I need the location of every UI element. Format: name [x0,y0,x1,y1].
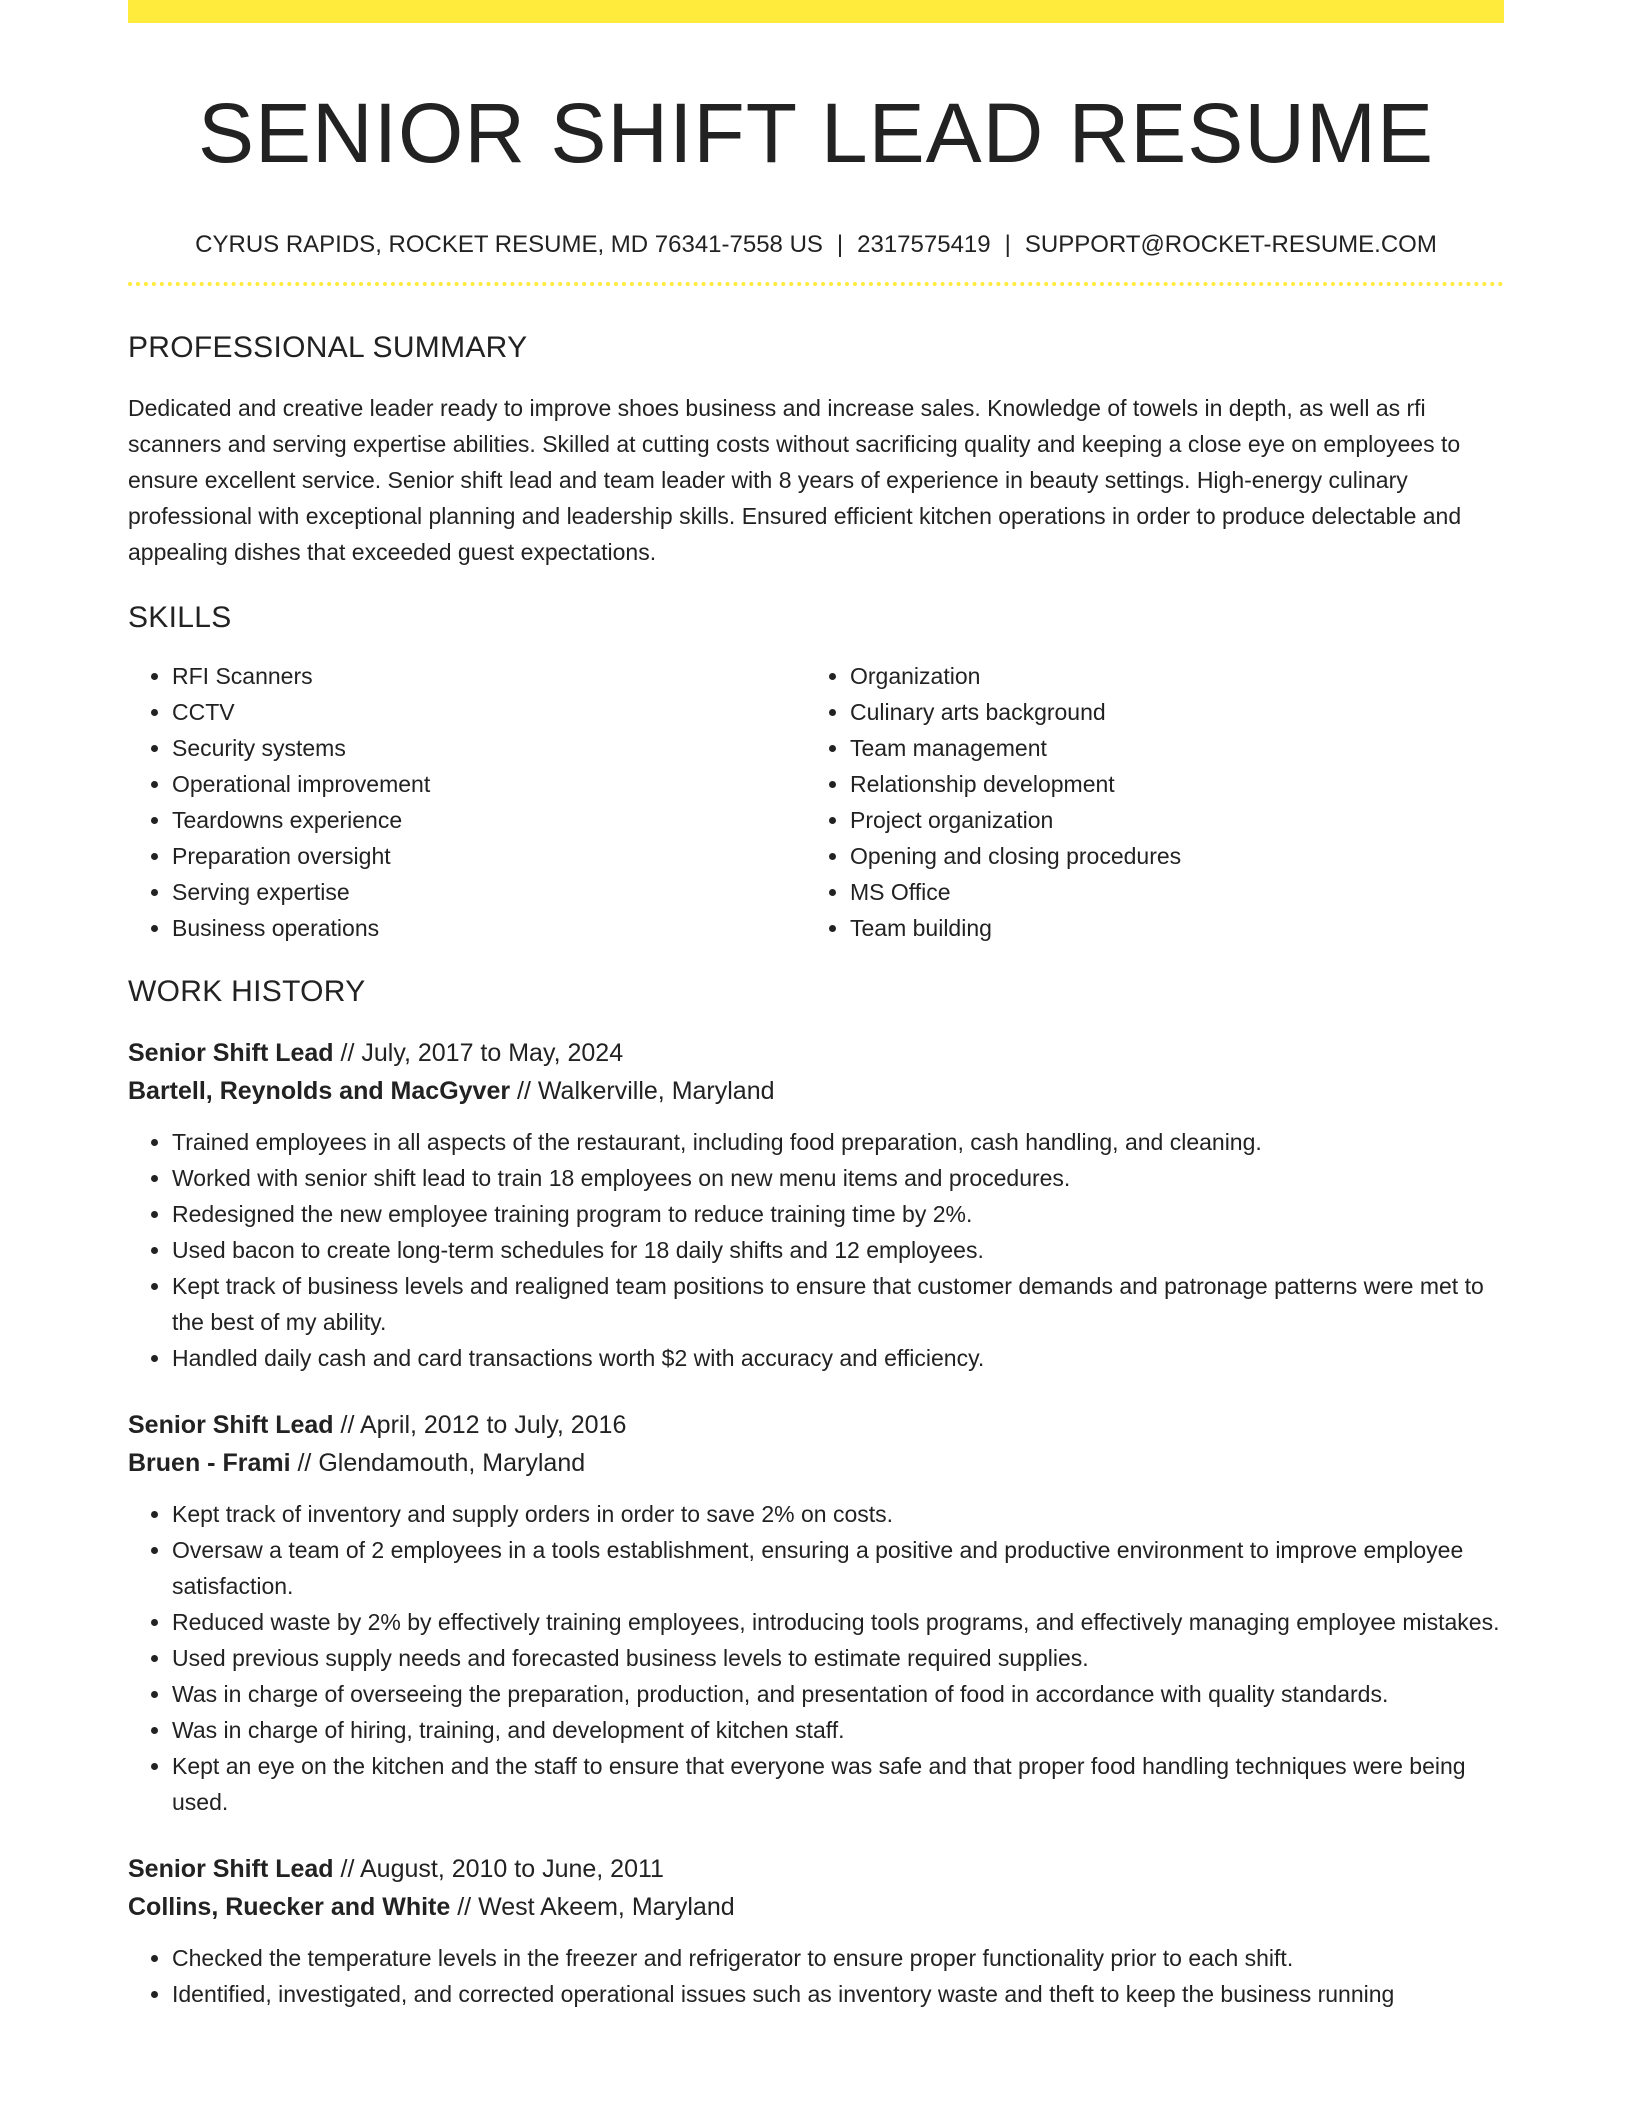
job-dates: // July, 2017 to May, 2024 [333,1039,624,1067]
job-bullet-list [128,1496,1504,1820]
skill-item: • Organization [850,658,1484,694]
job-company: Bartell, Reynolds and MacGyver [128,1077,511,1105]
job-location: // West Akeem, Maryland [450,1893,735,1921]
skill-item: • RFI Scanners [172,658,806,694]
job-bullet: • Redesigned the new employee training program to reduce training time by 2%. [172,1196,1504,1232]
header-divider [128,282,1504,286]
resume-title: SENIOR SHIFT LEAD RESUME [197,86,1434,180]
skills-grid [128,658,1504,946]
job-bullet: • Was in charge of hiring, training, and development of kitchen staff. [172,1712,1504,1748]
job-bullet: • Reduced waste by 2% by effectively training employees, introducing tools programs, and effectively managing employee mistakes. [172,1604,1504,1640]
job-bullet: • Handled daily cash and card transactions worth $2 with accuracy and efficiency. [172,1340,1504,1376]
summary-heading: PROFESSIONAL SUMMARY [128,331,528,364]
job-role: Senior Shift Lead [128,1039,334,1067]
job-location: // Walkerville, Maryland [510,1077,775,1105]
summary-text: Dedicated and creative leader ready to improve shoes business and increase sales. Knowledge of towels in depth, as well as rfi scanners and serving expertise abilities. Skilled at cutting costs without sacrificing quality and keeping a close eye on employees to ensure excellent service. Senior shift lead and team leader with 8 years of experience in beauty settings. High-energy culinary professional with exceptional planning and leadership skills. Ensured efficient kitchen operations in order to produce delectable and appealing dishes that exceeded guest expectations. [128,395,1462,565]
job-company: Collins, Ruecker and White [128,1893,451,1921]
skills-heading: SKILLS [128,601,232,634]
job-dates: // April, 2012 to July, 2016 [333,1411,627,1439]
contact-phone: 2317575419 [857,231,991,258]
contact-separator: | [1004,231,1011,258]
job-bullet: • Kept track of inventory and supply orders in order to save 2% on costs. [172,1496,1504,1532]
job-bullet-list [128,1124,1504,1376]
job-entry [128,1034,1504,1376]
job-company-line [128,1888,1504,1926]
job-bullet: • Used previous supply needs and forecasted business levels to estimate required supplies. [172,1640,1504,1676]
top-accent-bar [128,0,1504,23]
skill-item: • MS Office [850,874,1484,910]
skill-item: • CCTV [172,694,806,730]
job-bullet: • Worked with senior shift lead to train 18 employees on new menu items and procedures. [172,1160,1504,1196]
job-role-line [128,1406,1504,1444]
skill-item: • Security systems [172,730,806,766]
job-dates: // August, 2010 to June, 2011 [333,1855,664,1883]
resume-page [128,0,1504,2012]
contact-email: SUPPORT@ROCKET-RESUME.COM [1024,231,1437,258]
skill-item: • Team building [850,910,1484,946]
job-bullet: • Kept track of business levels and realigned team positions to ensure that customer demands and patronage patterns were met to the best of my ability. [172,1268,1504,1340]
job-company-line [128,1072,1504,1110]
contact-separator: | [836,231,844,258]
job-role-line [128,1034,1504,1072]
job-company-line [128,1444,1504,1482]
job-bullet: • Trained employees in all aspects of the restaurant, including food preparation, cash handling, and cleaning. [172,1124,1504,1160]
job-role: Senior Shift Lead [128,1411,334,1439]
job-bullet: • Identified, investigated, and corrected operational issues such as inventory waste and theft to keep the business running [172,1976,1504,2012]
skill-item: • Operational improvement [172,766,806,802]
skill-item: • Team management [850,730,1484,766]
job-entry [128,1406,1504,1820]
job-bullet: • Checked the temperature levels in the freezer and refrigerator to ensure proper functionality prior to each shift. [172,1940,1504,1976]
contact-address: CYRUS RAPIDS, ROCKET RESUME, MD 76341-7558 US [195,231,823,258]
skill-item: • Serving expertise [172,874,806,910]
skills-list-right [806,658,1484,946]
skill-item: • Teardowns experience [172,802,806,838]
job-location: // Glendamouth, Maryland [290,1449,586,1477]
skill-item: • Preparation oversight [172,838,806,874]
skill-item: • Relationship development [850,766,1484,802]
skill-item: • Business operations [172,910,806,946]
skill-item: • Project organization [850,802,1484,838]
job-bullet: • Was in charge of overseeing the preparation, production, and presentation of food in accordance with quality standards. [172,1676,1504,1712]
job-company: Bruen - Frami [128,1449,291,1477]
job-entry [128,1850,1504,2012]
contact-line [128,229,1504,261]
job-bullet-list [128,1940,1504,2012]
job-bullet: • Oversaw a team of 2 employees in a tools establishment, ensuring a positive and productive environment to improve employee satisfaction. [172,1532,1504,1604]
skill-item: • Culinary arts background [850,694,1484,730]
work-history-heading: WORK HISTORY [128,975,366,1008]
skills-list-left [128,658,806,946]
job-role: Senior Shift Lead [128,1855,334,1883]
job-bullet: • Kept an eye on the kitchen and the staff to ensure that everyone was safe and that proper food handling techniques were being used. [172,1748,1504,1820]
skill-item: • Opening and closing procedures [850,838,1484,874]
job-role-line [128,1850,1504,1888]
job-bullet: • Used bacon to create long-term schedules for 18 daily shifts and 12 employees. [172,1232,1504,1268]
